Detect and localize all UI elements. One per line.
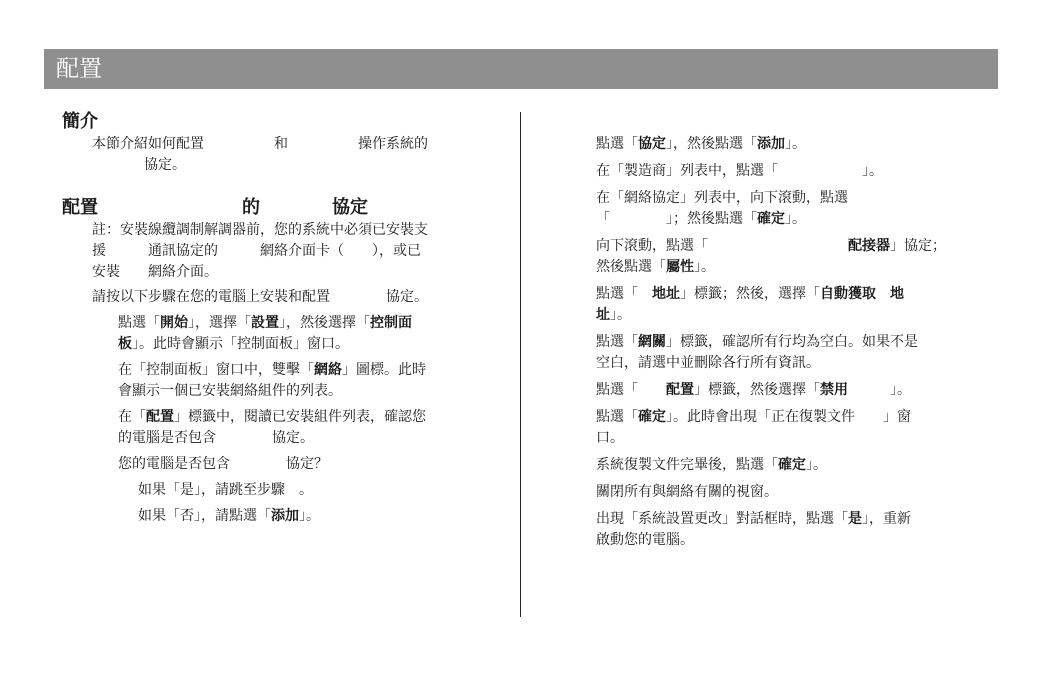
ui-term: 板 bbox=[118, 336, 132, 352]
step: 如果「否」，請點選「添加」。 bbox=[138, 508, 320, 524]
note-line: 安裝 網絡介面。 bbox=[92, 264, 218, 280]
ui-term: 設置 bbox=[251, 315, 279, 331]
ui-term: 配置 bbox=[146, 409, 174, 425]
right-column bbox=[596, 134, 988, 557]
step: 點選「協定」，然後點選「添加」。 bbox=[596, 136, 806, 152]
step: 在「配置」標籤中，閱讀已安裝組件列表，確認您 的電腦是否包含 協定。 bbox=[118, 409, 426, 446]
ui-term: 網關 bbox=[638, 334, 666, 350]
column-divider bbox=[520, 112, 521, 617]
step: 如果「是」，請跳至步驟 。 bbox=[138, 482, 313, 498]
ui-term: 添加 bbox=[757, 136, 785, 152]
step: 在「製造商」列表中，點選「 」。 bbox=[596, 163, 883, 179]
section-banner: 配置 bbox=[44, 49, 998, 89]
intro-text bbox=[92, 134, 502, 176]
step: 點選「 配置」標籤，然後選擇「禁用 」。 bbox=[596, 382, 911, 398]
step: 關閉所有與網絡有關的視窗。 bbox=[596, 484, 778, 500]
step: 在「控制面板」窗口中，雙擊「網絡」圖標。此時 會顯示一個已安裝網絡組件的列表。 bbox=[118, 362, 426, 399]
step: 點選「網關」標籤，確認所有行均為空白。如果不是 空白，請選中並刪除各行所有資訊。 bbox=[596, 334, 918, 371]
intro-heading: 簡介 bbox=[62, 111, 98, 132]
intro-line: 本節介紹如何配置 和 操作系統的 bbox=[92, 136, 428, 152]
step: 您的電腦是否包含 協定？ bbox=[118, 456, 328, 472]
ui-term: 配接器 bbox=[848, 238, 890, 254]
note-line: 註：安裝線纜調制解調器前，您的系統中必須已安裝支 bbox=[92, 222, 428, 238]
ui-term: 添加 bbox=[271, 508, 299, 524]
step: 系統復製文件完畢後，點選「確定」。 bbox=[596, 457, 827, 473]
ui-term: 址 bbox=[596, 307, 610, 323]
ui-term: 確定 bbox=[757, 211, 785, 227]
instruction: 請按以下步驟在您的電腦上安裝和配置 協定。 bbox=[92, 289, 428, 305]
left-column bbox=[62, 110, 502, 532]
step: 點選「開始」，選擇「設置」，然後選擇「控制面 板」。此時會顯示「控制面板」窗口。 bbox=[118, 315, 412, 352]
ui-term: 開始 bbox=[160, 315, 188, 331]
ui-term: 禁用 bbox=[820, 382, 848, 398]
ui-term: 自動獲取 地 bbox=[820, 286, 904, 302]
ui-term: 協定 bbox=[638, 136, 666, 152]
note bbox=[92, 220, 502, 283]
step: 在「網絡協定」列表中，向下滾動，點選 「 」；然後點選「確定」。 bbox=[596, 190, 848, 227]
intro-line: 協定。 bbox=[144, 157, 186, 173]
ui-term: 網絡 bbox=[314, 362, 342, 378]
step: 向下滾動，點選「 配接器」協定； 然後點選「屬性」。 bbox=[596, 238, 946, 275]
ui-term: 地址 bbox=[652, 286, 680, 302]
note-line: 援 通訊協定的 網絡介面卡（ ），或已 bbox=[92, 243, 421, 259]
ui-term: 確定 bbox=[638, 409, 666, 425]
ui-term: 確定 bbox=[778, 457, 806, 473]
step: 點選「確定」。此時會出現「正在復製文件 」窗 口。 bbox=[596, 409, 911, 446]
ui-term: 控制面 bbox=[370, 315, 412, 331]
ui-term: 是 bbox=[848, 511, 862, 527]
ui-term: 屬性 bbox=[666, 259, 694, 275]
step: 出現「系統設置更改」對話框時，點選「是」，重新 啟動您的電腦。 bbox=[596, 511, 911, 548]
step: 點選「 地址」標籤；然後，選擇「自動獲取 地 址」。 bbox=[596, 286, 904, 323]
config-heading: 配置 的 協定 bbox=[62, 197, 368, 218]
ui-term: 配置 bbox=[666, 382, 694, 398]
